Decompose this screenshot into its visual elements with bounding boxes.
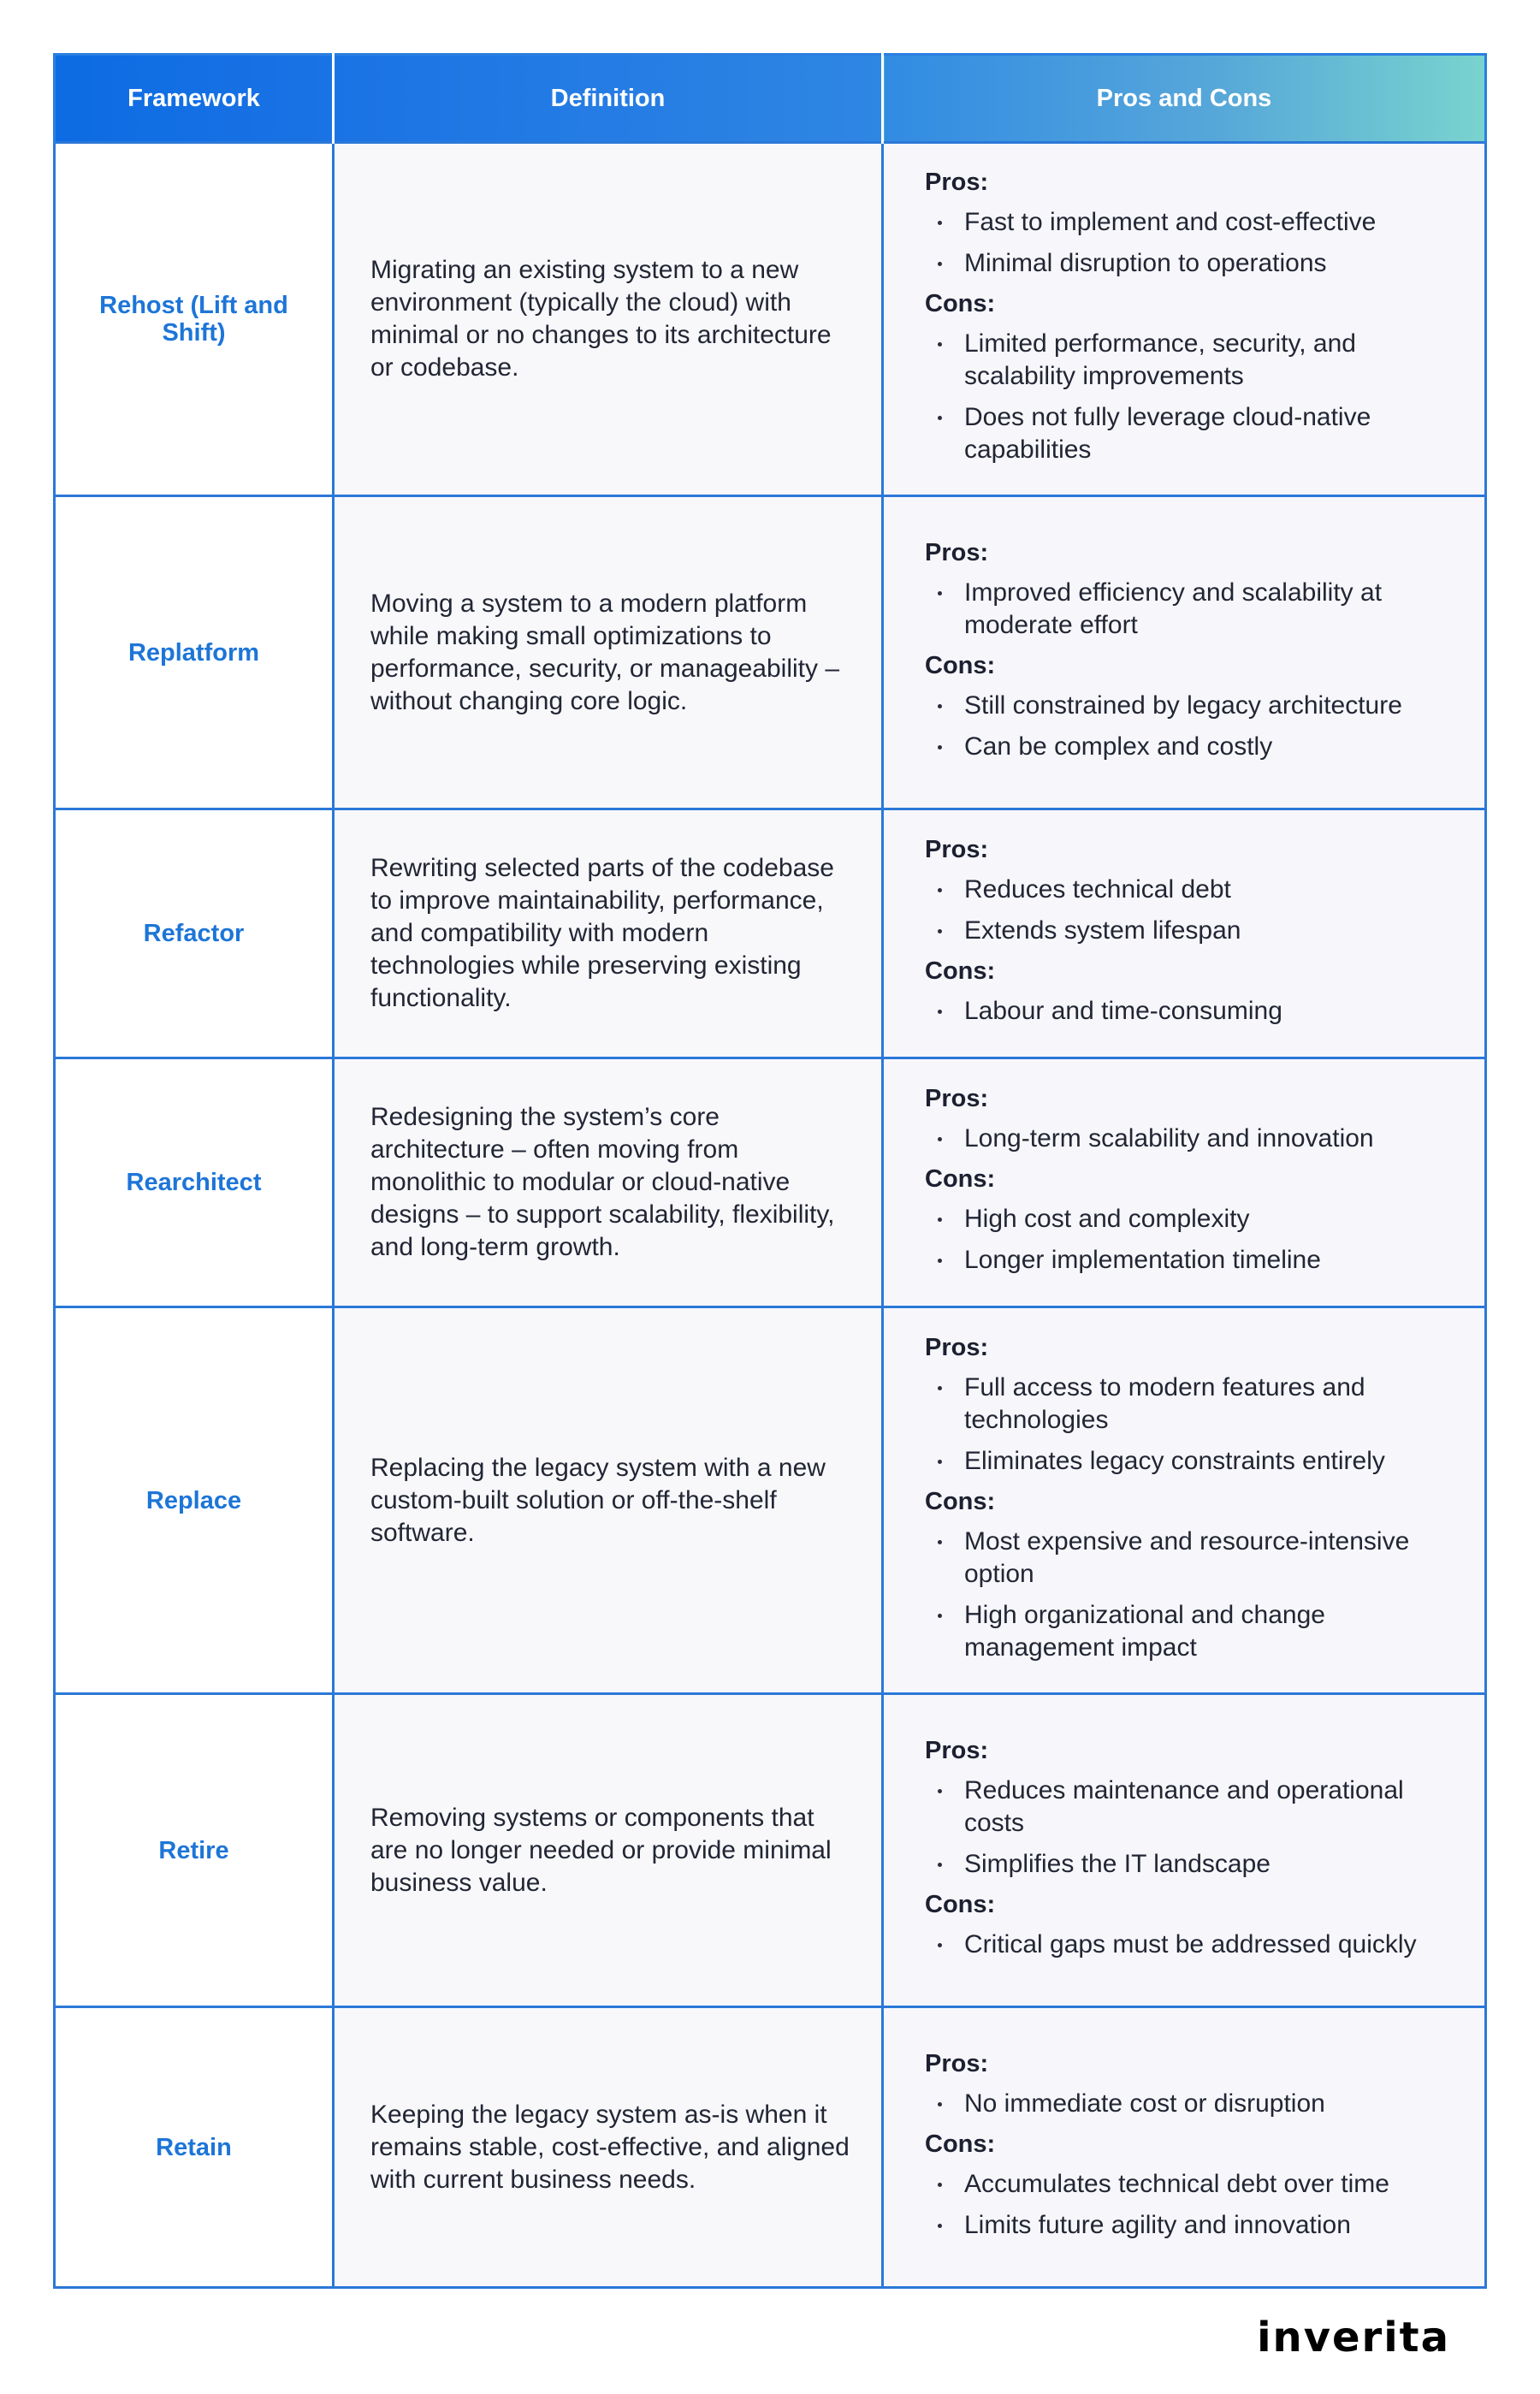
table-row (55, 1694, 1486, 2007)
pro-item: Reduces technical debt (925, 874, 1459, 906)
framework-cell (55, 1307, 334, 1694)
pros-heading: Pros: (925, 2049, 989, 2077)
pros-heading: Pros: (925, 169, 989, 196)
brand-logo: inverita (1257, 2314, 1450, 2361)
definition-text: Rewriting selected parts of the codebase to improve maintainability, performance, and compatibility with modern technologies while preserving existing functionality. (370, 854, 834, 1012)
cons-heading: Cons: (925, 1165, 996, 1193)
definition-cell (334, 1307, 883, 1694)
pros-cons-cell (883, 143, 1486, 496)
con-item: Accumulates technical debt over time (925, 2168, 1459, 2201)
pros-cons-cell (883, 809, 1486, 1058)
pros-list (925, 1775, 1459, 1881)
pro-item: Long-term scalability and innovation (925, 1123, 1459, 1155)
framework-name: Retire (158, 1836, 229, 1864)
cons-heading: Cons: (925, 2130, 996, 2158)
header-definition: Definition (334, 55, 883, 143)
definition-cell (334, 1058, 883, 1307)
definition-text: Migrating an existing system to a new environment (typically the cloud) with minimal or no changes to its architecture or codebase. (370, 256, 832, 382)
pro-item: Extends system lifespan (925, 915, 1459, 947)
cons-list (925, 328, 1459, 466)
framework-name: Replatform (127, 638, 260, 667)
pro-item: Eliminates legacy constraints entirely (925, 1445, 1459, 1478)
cons-heading: Cons: (925, 1890, 996, 1918)
framework-name: Refactor (143, 920, 245, 947)
pros-list (925, 1123, 1459, 1155)
pros-list (925, 1372, 1459, 1478)
cons-list (925, 1929, 1459, 1961)
con-item: Still constrained by legacy architecture (925, 690, 1459, 722)
table-body (55, 143, 1486, 2288)
table-row (55, 496, 1486, 809)
definition-cell (334, 1694, 883, 2007)
framework-name: Replace (145, 1486, 242, 1514)
table-row (55, 1058, 1486, 1307)
framework-name: Rearchitect (126, 1169, 262, 1196)
framework-cell (55, 1694, 334, 2007)
cons-list (925, 995, 1459, 1028)
con-item: Most expensive and resource-intensive option (925, 1526, 1459, 1591)
definition-text: Moving a system to a modern platform while making small optimizations to performance, security, or manageability – without changing core logic. (370, 589, 840, 715)
cons-heading: Cons: (925, 1487, 996, 1515)
framework-cell (55, 809, 334, 1058)
pros-cons-cell (883, 1058, 1486, 1307)
framework-cell (55, 496, 334, 809)
con-item: Labour and time-consuming (925, 995, 1459, 1028)
pros-list (925, 206, 1459, 280)
definition-cell (334, 143, 883, 496)
con-item: Does not fully leverage cloud-native capabilities (925, 401, 1459, 466)
definition-cell (334, 809, 883, 1058)
definition-cell (334, 2007, 883, 2288)
con-item: High cost and complexity (925, 1203, 1459, 1236)
framework-cell (55, 1058, 334, 1307)
pros-list (925, 874, 1459, 947)
pros-cons-cell (883, 1307, 1486, 1694)
cons-list (925, 1203, 1459, 1277)
pro-item: Minimal disruption to operations (925, 247, 1459, 280)
con-item: Can be complex and costly (925, 731, 1459, 763)
header-framework: Framework (55, 55, 334, 143)
definition-cell (334, 496, 883, 809)
con-item: Critical gaps must be addressed quickly (925, 1929, 1459, 1961)
con-item: Longer implementation timeline (925, 1244, 1459, 1277)
table-header (55, 55, 1486, 143)
comparison-table-container (53, 53, 1484, 2289)
pros-heading: Pros: (925, 538, 989, 566)
pros-cons-cell (883, 2007, 1486, 2288)
pros-heading: Pros: (925, 1736, 989, 1764)
pro-item: Full access to modern features and technologies (925, 1372, 1459, 1437)
pro-item: No immediate cost or disruption (925, 2088, 1459, 2120)
pros-list (925, 2088, 1459, 2120)
definition-text: Redesigning the system’s core architecture – often moving from monolithic to modular or cloud-native designs – to support scalability, flexibility, and long-term growth. (370, 1103, 835, 1261)
header-pros-cons: Pros and Cons (883, 55, 1486, 143)
table-row (55, 809, 1486, 1058)
framework-cell (55, 2007, 334, 2288)
modernization-frameworks-table (53, 53, 1487, 2289)
pros-heading: Pros: (925, 1333, 989, 1361)
definition-text: Replacing the legacy system with a new custom-built solution or off-the-shelf software. (370, 1453, 826, 1547)
framework-name: Retain (156, 2133, 232, 2161)
pro-item: Improved efficiency and scalability at moderate effort (925, 577, 1459, 642)
definition-text: Keeping the legacy system as-is when it remains stable, cost-effective, and aligned with current business needs. (370, 2100, 850, 2194)
cons-heading: Cons: (925, 957, 996, 985)
table-row (55, 2007, 1486, 2288)
pros-heading: Pros: (925, 1085, 989, 1112)
cons-list (925, 690, 1459, 763)
pros-cons-cell (883, 1694, 1486, 2007)
pros-list (925, 577, 1459, 642)
con-item: Limits future agility and innovation (925, 2209, 1459, 2242)
con-item: Limited performance, security, and scalability improvements (925, 328, 1459, 393)
framework-cell (55, 143, 334, 496)
pro-item: Simplifies the IT landscape (925, 1848, 1459, 1881)
framework-name: Rehost (Lift and Shift) (99, 292, 288, 347)
pros-heading: Pros: (925, 836, 989, 863)
pro-item: Reduces maintenance and operational costs (925, 1775, 1459, 1840)
con-item: High organizational and change management impact (925, 1599, 1459, 1664)
definition-text: Removing systems or components that are no longer needed or provide minimal business value. (370, 1803, 832, 1897)
cons-list (925, 2168, 1459, 2242)
header-row (55, 55, 1486, 143)
cons-heading: Cons: (925, 290, 996, 317)
cons-list (925, 1526, 1459, 1664)
pros-cons-cell (883, 496, 1486, 809)
table-row (55, 143, 1486, 496)
table-row (55, 1307, 1486, 1694)
pro-item: Fast to implement and cost-effective (925, 206, 1459, 239)
cons-heading: Cons: (925, 651, 996, 679)
